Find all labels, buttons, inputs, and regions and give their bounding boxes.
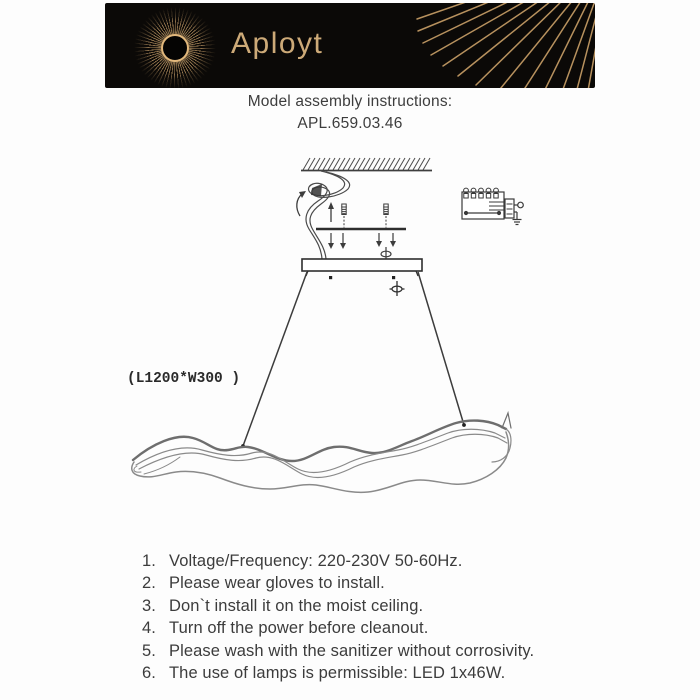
canopy bbox=[302, 259, 422, 276]
list-item bbox=[142, 617, 612, 639]
page-title bbox=[0, 91, 700, 135]
list-item-text: The use of lamps is permissible: LED 1x46W. bbox=[169, 664, 506, 683]
lamp-body bbox=[132, 413, 511, 492]
list-item-text: Turn off the power before cleanout. bbox=[169, 619, 429, 638]
list-item-text: Don`t install it on the moist ceiling. bbox=[169, 596, 424, 615]
list-item-number: 1. bbox=[142, 552, 156, 570]
ceiling-hatch bbox=[301, 158, 432, 171]
list-item-text: Please wash with the sanitizer without corrosivity. bbox=[169, 641, 535, 660]
list-item-text: Voltage/Frequency: 220-230V 50-60Hz. bbox=[169, 552, 463, 570]
list-item bbox=[142, 550, 612, 572]
list-item-number: 2. bbox=[142, 574, 156, 593]
list-item bbox=[142, 662, 612, 684]
list-item-number: 6. bbox=[142, 664, 156, 683]
brand-banner bbox=[105, 3, 595, 88]
list-item bbox=[142, 572, 612, 594]
list-item-number: 4. bbox=[142, 619, 156, 638]
list-item bbox=[142, 640, 612, 662]
terminal-block bbox=[462, 188, 523, 224]
bracket-fastening-arrows bbox=[328, 233, 396, 260]
corner-rays-icon bbox=[105, 3, 595, 88]
model-number: APL.659.03.46 bbox=[297, 115, 403, 132]
title-line1: Model assembly instructions: bbox=[247, 93, 453, 110]
brand-name: Aployt bbox=[231, 27, 324, 60]
mounting-screws bbox=[342, 204, 388, 228]
canopy-screws bbox=[329, 276, 405, 296]
suspension-cables bbox=[241, 272, 466, 448]
list-item bbox=[142, 595, 612, 617]
install-arrow-icon bbox=[297, 191, 334, 222]
dimension-label: (L1200*W300 ) bbox=[127, 371, 241, 387]
list-item-number: 3. bbox=[142, 596, 156, 615]
list-item-text: Please wear gloves to install. bbox=[169, 574, 385, 593]
list-item-number: 5. bbox=[142, 641, 156, 660]
instruction-list bbox=[142, 550, 612, 684]
power-wires bbox=[306, 171, 350, 259]
